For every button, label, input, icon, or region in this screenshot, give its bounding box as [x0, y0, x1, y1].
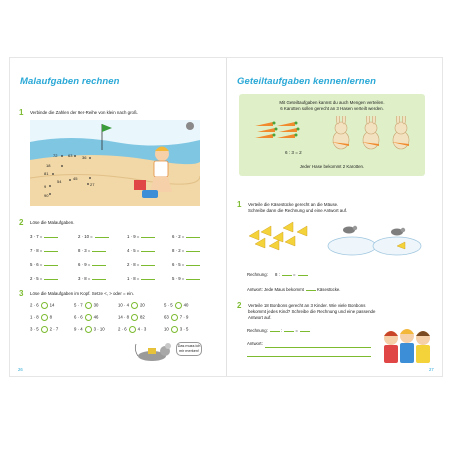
comparison-circle[interactable] [41, 326, 48, 333]
comparison-item: 2 · 6 4 · 3 [118, 326, 147, 332]
answer-blank[interactable] [44, 234, 58, 238]
comparison-circle[interactable] [131, 302, 138, 309]
multiplication-item: 2 · 5 = [30, 276, 58, 281]
comparison-circle[interactable] [85, 326, 92, 333]
dividend-blank[interactable] [270, 328, 280, 332]
answer-blank[interactable] [44, 276, 58, 280]
comparison-circle[interactable] [85, 302, 92, 309]
answer-blank[interactable] [141, 276, 155, 280]
dot-label: 27 [90, 182, 95, 187]
answer-blank[interactable] [141, 262, 155, 266]
comparison-item: 10 3 · 5 [164, 326, 189, 332]
beach-dot-puzzle-illustration [30, 120, 200, 206]
right-task-2-number: 2 [237, 301, 242, 310]
multiplication-item: 4 · 5 = [127, 248, 155, 253]
right-task-1-answer: Antwort: Jede Maus bekommt Käsestücke. [247, 287, 341, 292]
answer-blank[interactable] [92, 262, 106, 266]
page-number-right: 27 [429, 367, 434, 372]
dot-label: 90 [44, 193, 49, 198]
comparison-item: 2 · 6 14 [30, 302, 55, 308]
task-1-instruction: Verbinde die Zahlen der 9er-Reihe von klein nach groß. [30, 110, 138, 115]
multiplication-item: 6 · 9 = [78, 262, 106, 267]
info-equation: 6 : 3 = 2 [285, 150, 302, 155]
right-task-2-answer-label: Antwort: [247, 341, 263, 346]
multiplication-item: 6 · 5 = [172, 262, 200, 267]
answer-blank[interactable] [92, 276, 106, 280]
right-page [227, 58, 442, 376]
multiplication-item: 2 · 10 = [78, 234, 109, 239]
right-task-1-instruction-2: Schreibe dann die Rechnung und eine Antwort auf. [248, 208, 348, 213]
dot-label: 36 [82, 155, 87, 160]
dot-label: 45 [73, 176, 78, 181]
dot-label: 63 [68, 153, 73, 158]
divisor-blank[interactable] [282, 272, 292, 276]
task-3-instruction: Löse die Malaufgaben im Kopf. Setze <, > oder = ein. [30, 291, 134, 296]
left-page-title: Malaufgaben rechnen [20, 76, 120, 87]
result-blank[interactable] [300, 328, 310, 332]
dot-label: 81 [44, 171, 49, 176]
right-task-1-calc: Rechnung: 8 : = [247, 272, 308, 277]
right-task-2-instruction-1: Verteile 18 Bonbons gerecht an 3 Kinder. Wie viele Bonbons [248, 303, 366, 308]
right-task-2-instruction-2: bekommt jedes Kind? Schreibe die Rechnung und eine passende [248, 309, 376, 314]
comparison-circle[interactable] [171, 326, 178, 333]
task-3-number: 3 [19, 289, 24, 298]
multiplication-item: 3 · 7 = [30, 234, 58, 239]
task-2-number: 2 [19, 218, 24, 227]
info-line-2: 6 Karotten sollen gerecht an 3 Hasen verteilt werden. [280, 106, 384, 111]
divisor-blank[interactable] [284, 328, 294, 332]
result-blank[interactable] [298, 272, 308, 276]
answer-blank[interactable] [306, 287, 316, 291]
answer-blank[interactable] [141, 234, 155, 238]
dot-label: 72 [53, 153, 58, 158]
children-illustration [379, 324, 435, 368]
comparison-item: 9 · 4 3 · 10 [74, 326, 105, 332]
comparison-circle[interactable] [171, 314, 178, 321]
right-task-2-instruction-3: Antwort auf. [248, 315, 272, 320]
answer-blank[interactable] [44, 262, 58, 266]
multiplication-item: 2 · 8 = [127, 262, 155, 267]
dot-label: 9 [44, 184, 47, 189]
answer-blank[interactable] [186, 248, 200, 252]
answer-line[interactable] [247, 356, 371, 357]
answer-line[interactable] [265, 347, 371, 348]
speech-bubble: Das muss ich mir merken! [176, 342, 202, 356]
comparison-item: 1 · 8 8 [30, 314, 52, 320]
comparison-item: 63 7 · 9 [164, 314, 189, 320]
page-number-left: 26 [18, 367, 23, 372]
comparison-item: 6 · 6 46 [74, 314, 99, 320]
answer-blank[interactable] [95, 234, 109, 238]
answer-blank[interactable] [186, 234, 200, 238]
left-page [10, 58, 226, 376]
comparison-circle[interactable] [175, 302, 182, 309]
multiplication-item: 8 · 3 = [78, 248, 106, 253]
carrots-and-rabbits-illustration [253, 116, 415, 152]
comparison-circle[interactable] [41, 314, 48, 321]
task-1-number: 1 [19, 108, 24, 117]
comparison-item: 3 · 5 2 · 7 [30, 326, 59, 332]
right-task-1-instruction-1: Verteile die Käsestücke gerecht an die Mäuse. [248, 202, 339, 207]
right-task-2-calc: Rechnung: : = [247, 328, 310, 333]
comparison-item: 14 · 8 82 [118, 314, 145, 320]
comparison-item: 10 · 4 20 [118, 302, 145, 308]
multiplication-item: 8 · 2 = [172, 248, 200, 253]
multiplication-item: 1 · 9 = [127, 234, 155, 239]
dot-label: 18 [46, 163, 51, 168]
answer-blank[interactable] [186, 276, 200, 280]
multiplication-item: 5 · 9 = [172, 276, 200, 281]
info-box [239, 94, 425, 176]
comparison-circle[interactable] [129, 326, 136, 333]
info-line-1: Mit Geteiltaufgaben kannst du auch Mengen verteilen. [279, 100, 385, 105]
multiplication-item: 3 · 8 = [78, 276, 106, 281]
comparison-item: 5 · 7 30 [74, 302, 99, 308]
comparison-circle[interactable] [41, 302, 48, 309]
answer-blank[interactable] [186, 262, 200, 266]
comparison-item: 5 · 5 40 [164, 302, 189, 308]
multiplication-item: 7 · 8 = [30, 248, 58, 253]
cheese-and-mice-illustration [247, 218, 427, 260]
comparison-circle[interactable] [85, 314, 92, 321]
answer-blank[interactable] [92, 248, 106, 252]
right-page-title: Geteiltaufgaben kennenlernen [237, 76, 376, 87]
comparison-circle[interactable] [131, 314, 138, 321]
answer-blank[interactable] [44, 248, 58, 252]
answer-blank[interactable] [141, 248, 155, 252]
multiplication-item: 1 · 8 = [127, 276, 155, 281]
multiplication-item: 5 · 6 = [30, 262, 58, 267]
dot-label: 54 [57, 179, 62, 184]
info-result: Jeder Hase bekommt 2 Karotten. [299, 164, 365, 169]
right-task-1-number: 1 [237, 200, 242, 209]
book-spread [10, 58, 442, 376]
mouse-illustration [134, 340, 174, 364]
task-2-instruction: Löse die Malaufgaben. [30, 220, 75, 225]
multiplication-item: 6 · 2 = [172, 234, 200, 239]
